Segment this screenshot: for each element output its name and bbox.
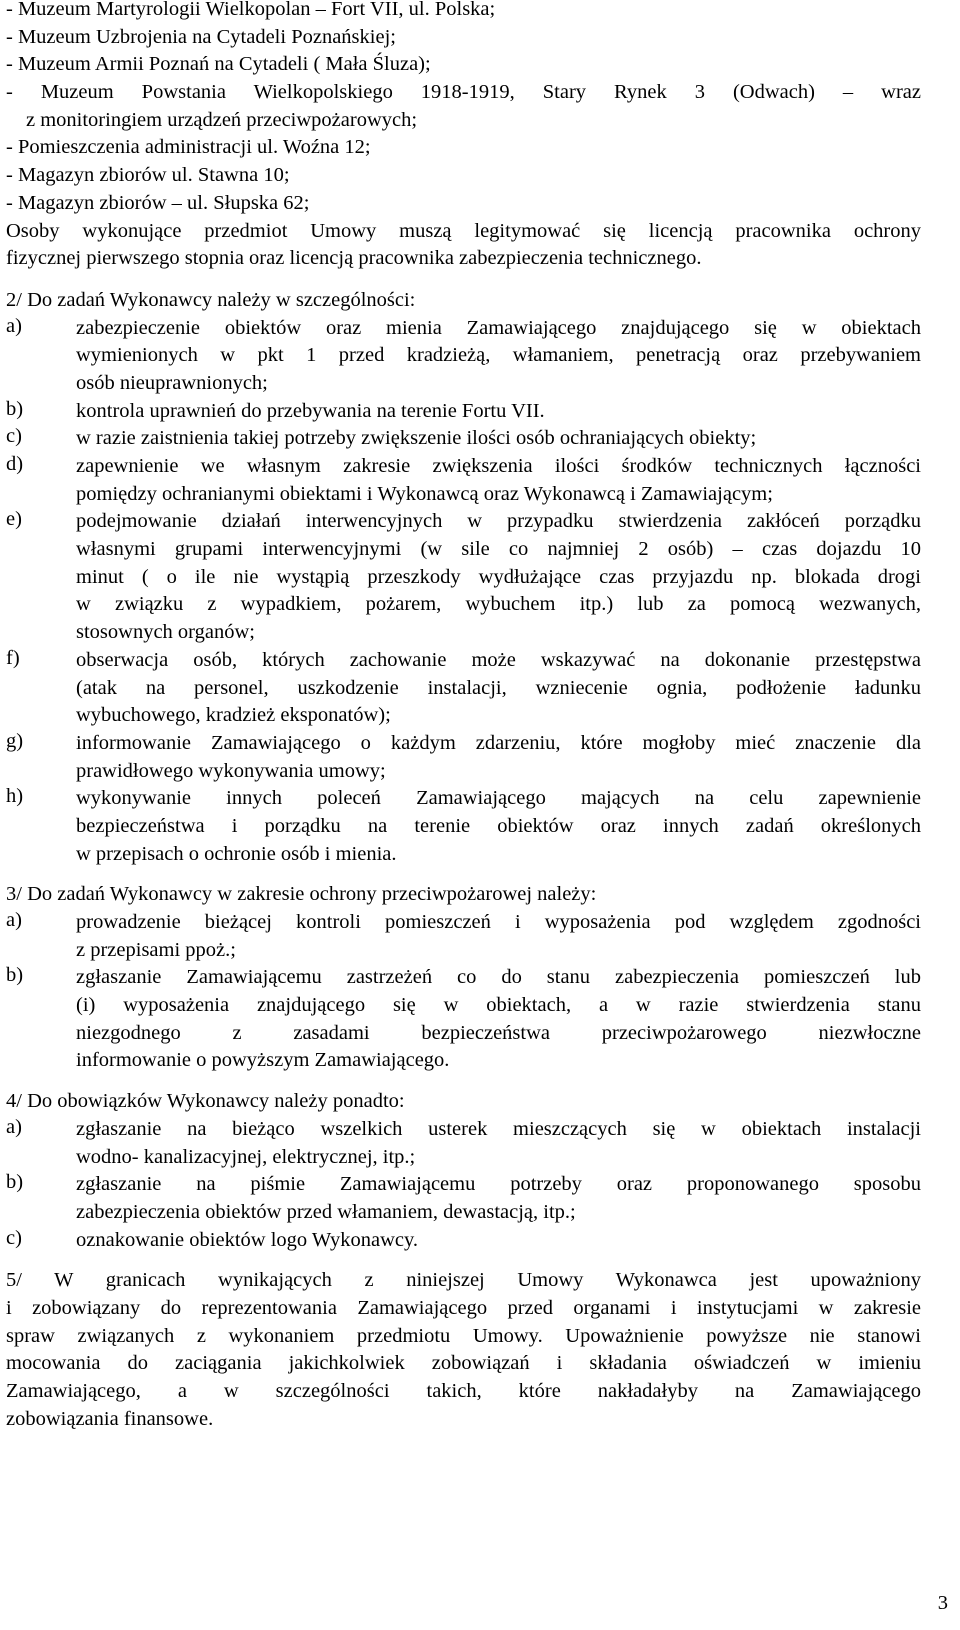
location-list (6, 0, 921, 218)
list-item (6, 1227, 921, 1255)
list-item-line: oznakowanie obiektów logo Wykonawcy. (76, 1228, 419, 1251)
list-item-line: zapewnienie we własnym zakresie zwiększenia ilości środków technicznych łączności (76, 455, 921, 477)
list-item-line: obserwacja osób, których zachowanie może wskazywać na dokonanie przestępstwa (76, 648, 921, 671)
list-item-line: wybuchowego, kradzież eksponatów); (76, 704, 391, 727)
list-marker: b) (6, 397, 24, 420)
location-list-item: - Muzeum Armii Poznań na Cytadeli ( Mała Śluza); (6, 53, 431, 76)
paragraph-line: 5/ W granicach wynikających z niniejszej Umowy Wykonawca jest upoważniony (6, 1269, 921, 1292)
list-item-line: minut ( o ile nie wystąpią przeszkody wydłużające czas przyjazdu np. blokada drogi (76, 565, 921, 588)
list-item-line: informowanie o powyższym Zamawiającego. (76, 1049, 450, 1072)
location-list-item-continuation: z monitoringiem urządzeń przeciwpożarowych; (26, 108, 418, 131)
list-item-line: zgłaszanie na bieżąco wszelkich usterek mieszczących się w obiektach instalacji (76, 1117, 921, 1140)
paragraph-line: fizycznej pierwszego stopnia oraz licencją pracownika zabezpieczenia technicznego. (6, 247, 702, 270)
section-2 (6, 287, 921, 868)
list-item-line: kontrola uprawnień do przebywania na terenie Fortu VII. (76, 399, 545, 422)
list-item-line: prawidłowego wykonywania umowy; (76, 759, 386, 782)
list-marker: b) (6, 964, 24, 987)
list-item-line: osób nieuprawnionych; (76, 371, 268, 394)
section-heading: 4/ Do obowiązków Wykonawcy należy ponadto: (6, 1090, 405, 1113)
paragraph-line: spraw związanych z wykonaniem przedmiotu Umowy. Upoważnienie powyższe nie stanowi (6, 1324, 921, 1347)
list-item-line: zabezpieczenia obiektów przed włamaniem, dewastacją, itp.; (76, 1200, 576, 1223)
paragraph-line: Osoby wykonujące przedmiot Umowy muszą legitymować się licencją pracownika ochrony (6, 219, 921, 242)
list-item (6, 425, 921, 453)
location-list-item: - Muzeum Martyrologii Wielkopolan – Fort VII, ul. Polska; (6, 0, 496, 20)
list-item-line: prowadzenie bieżącej kontroli pomieszczeń i wyposażenia pod względem zgodności (76, 911, 921, 933)
list-item-line: zgłaszanie na piśmie Zamawiającemu potrzeby oraz proponowanego sposobu (76, 1173, 921, 1196)
list-item (6, 508, 921, 646)
list-item (6, 909, 921, 964)
list-item (6, 647, 921, 730)
list-item-line: wykonywanie innych poleceń Zamawiającego mających na celu zapewnienie (76, 787, 921, 810)
list-marker: e) (6, 508, 22, 531)
section-3 (6, 881, 921, 1075)
list-marker: a) (6, 314, 22, 337)
list-item-line: wodno- kanalizacyjnej, elektrycznej, itp.; (76, 1145, 416, 1168)
list-marker: a) (6, 909, 22, 931)
paragraph-line: mocowania do zaciągania jakichkolwiek zobowiązań i składania oświadczeń w imieniu (6, 1352, 921, 1375)
list-item-line: zabezpieczenie obiektów oraz mienia Zamawiającego znajdującego się w obiektach (76, 316, 921, 339)
list-marker: h) (6, 785, 24, 808)
document-page (6, 0, 921, 1433)
list-item (6, 1171, 921, 1226)
list-marker: g) (6, 729, 24, 752)
list-item-line: w razie zaistnienia takiej potrzeby zwiększenie ilości osób ochraniających obiekty; (76, 427, 757, 450)
section-heading: 3/ Do zadań Wykonawcy w zakresie ochrony przeciwpożarowej należy: (6, 883, 597, 906)
list-item-line: (i) wyposażenia znajdującego się w obiektach, a w razie stwierdzenia stanu (76, 994, 921, 1017)
section-5 (6, 1267, 921, 1433)
list-item-line: pomiędzy ochranianymi obiektami i Wykonawcą oraz Wykonawcą i Zamawiającym; (76, 482, 773, 505)
list-item-line: wymienionych w pkt 1 przed kradzieżą, włamaniem, penetracją oraz przebywaniem (76, 344, 921, 367)
list-marker: f) (6, 646, 20, 669)
list-marker: c) (6, 425, 22, 448)
list-marker: a) (6, 1115, 22, 1138)
list-item-line: w przepisach o ochronie osób i mienia. (76, 842, 397, 865)
location-list-item: - Magazyn zbiorów – ul. Słupska 62; (6, 191, 310, 214)
location-list-item: - Muzeum Uzbrojenia na Cytadeli Poznańskiej; (6, 25, 396, 48)
license-paragraph (6, 218, 921, 273)
list-item-line: z przepisami ppoż.; (76, 938, 236, 961)
list-item (6, 1116, 921, 1171)
list-item-line: stosownych organów; (76, 621, 255, 644)
list-marker: b) (6, 1171, 24, 1194)
list-marker: c) (6, 1226, 22, 1249)
list-item (6, 964, 921, 1075)
page-number: 3 (937, 1592, 948, 1614)
list-item (6, 785, 921, 868)
section-4 (6, 1088, 921, 1254)
list-item-line: (atak na personel, uszkodzenie instalacji, wzniecenie ognia, podłożenie ładunku (76, 676, 921, 699)
list-item (6, 398, 921, 426)
list-item-line: w związku z wypadkiem, pożarem, wybuchem itp.) lub za pomocą wezwanych, (76, 593, 921, 616)
list-item-line: bezpieczeństwa i porządku na terenie obiektów oraz innych zadań określonych (76, 814, 921, 837)
section-heading: 2/ Do zadań Wykonawcy należy w szczególności: (6, 288, 416, 311)
list-marker: d) (6, 453, 24, 475)
location-list-item: - Magazyn zbiorów ul. Stawna 10; (6, 164, 290, 187)
paragraph-line: Zamawiającego, a w szczególności takich, które nakładałyby na Zamawiającego (6, 1380, 921, 1402)
list-item-line: niezgodnego z zasadami bezpieczeństwa przeciwpożarowego niezwłoczne (76, 1021, 921, 1044)
list-item (6, 315, 921, 398)
list-item (6, 730, 921, 785)
location-list-item: - Muzeum Powstania Wielkopolskiego 1918-1919, Stary Rynek 3 (Odwach) – wraz (6, 81, 921, 104)
list-item (6, 453, 921, 508)
list-item-line: podejmowanie działań interwencyjnych w przypadku stwierdzenia zakłóceń porządku (76, 510, 921, 533)
paragraph-line: zobowiązania finansowe. (6, 1407, 214, 1430)
paragraph-line: i zobowiązany do reprezentowania Zamawiającego przed organami i instytucjami w zakresie (6, 1296, 921, 1319)
list-item-line: własnymi grupami interwencyjnymi (w sile co najmniej 2 osób) – czas dojazdu 10 (76, 538, 921, 561)
list-item-line: informowanie Zamawiającego o każdym zdarzeniu, które mogłoby mieć znaczenie dla (76, 731, 921, 754)
location-list-item: - Pomieszczenia administracji ul. Woźna 12; (6, 136, 371, 159)
list-item-line: zgłaszanie Zamawiającemu zastrzeżeń co do stanu zabezpieczenia pomieszczeń lub (76, 966, 921, 989)
